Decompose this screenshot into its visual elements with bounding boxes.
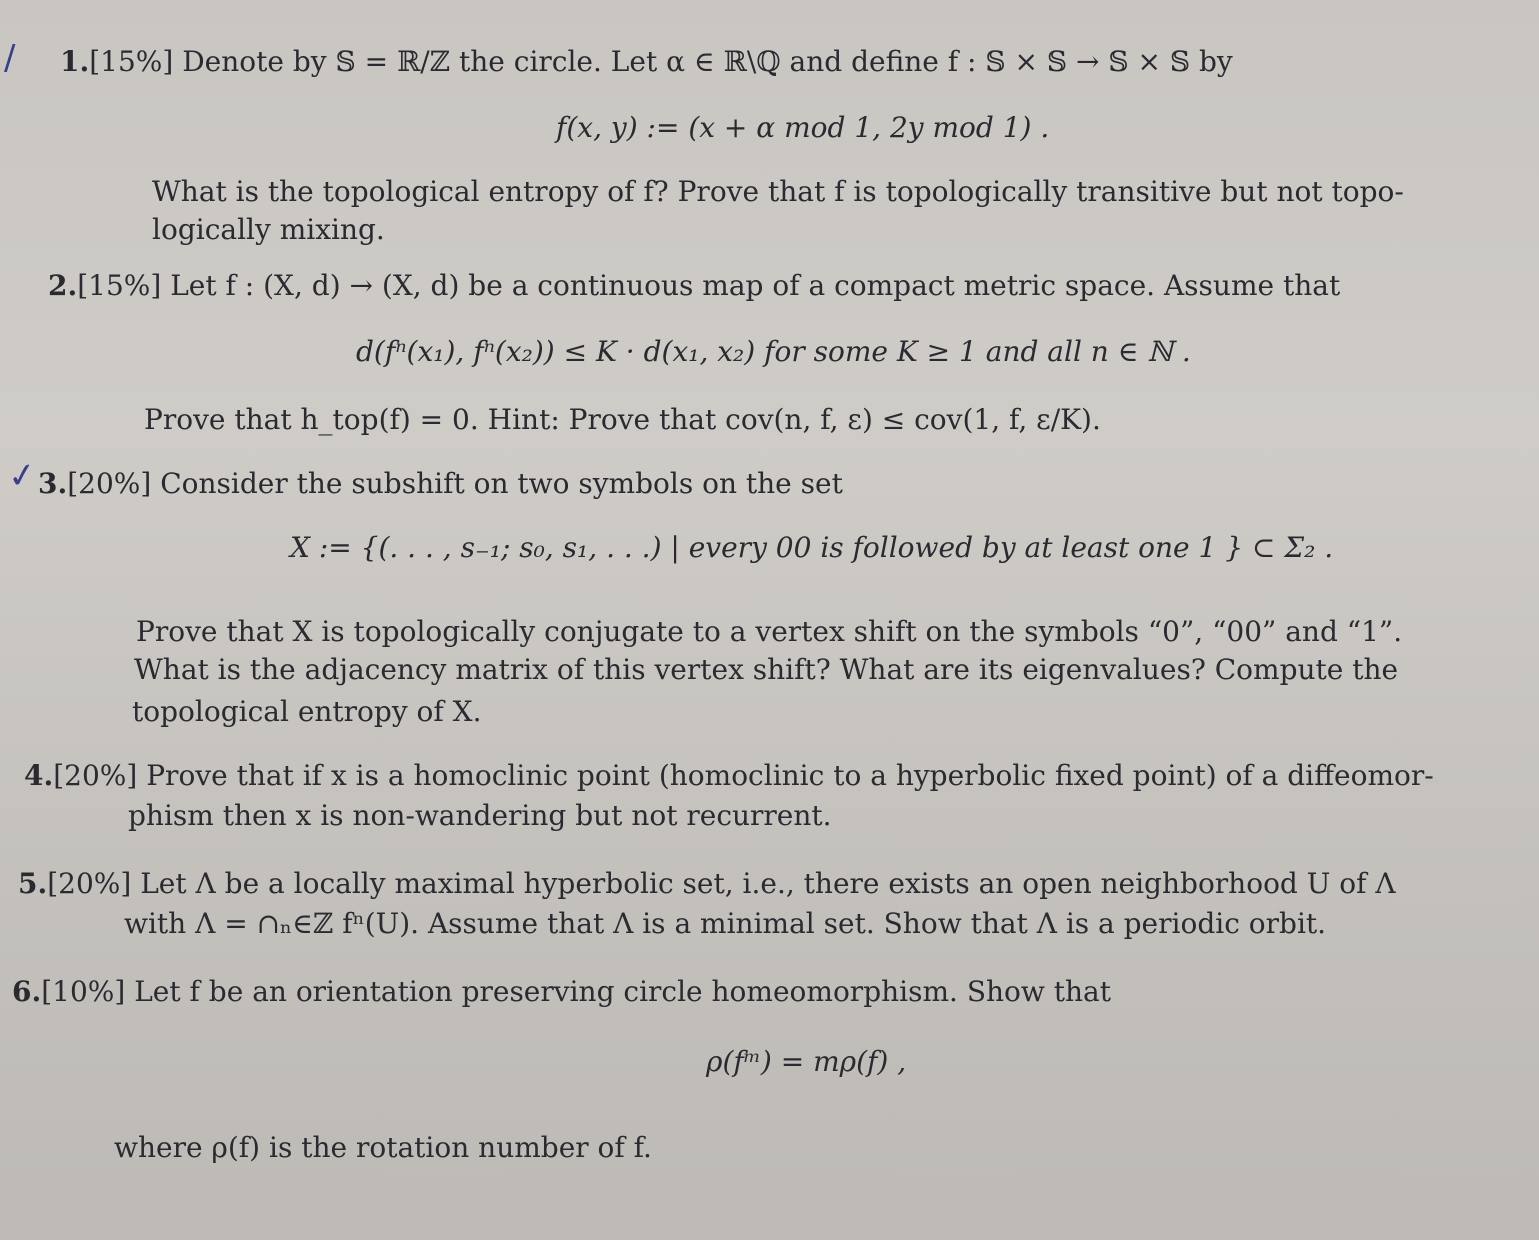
problem-3-statement: [20%] Consider the subshift on two symbols on the set bbox=[67, 467, 843, 500]
problem-2-question: Prove that h_top(f) = 0. Hint: Prove that cov(n, f, ε) ≤ cov(1, f, ε/K). bbox=[144, 403, 1101, 436]
problem-3-question-end: topological entropy of X. bbox=[132, 695, 482, 728]
check-mark-problem-1: / bbox=[4, 38, 16, 78]
problem-4-statement-cont: phism then x is non-wandering but not recurrent. bbox=[128, 799, 832, 832]
problem-1-question: What is the topological entropy of f? Prove that f is topologically transitive but not topo- bbox=[152, 175, 1404, 208]
problem-number: 2. bbox=[48, 269, 78, 302]
problem-number: 4. bbox=[24, 759, 54, 792]
problem-6-statement: [10%] Let f be an orientation preserving circle homeomorphism. Show that bbox=[41, 975, 1111, 1008]
problem-3-formula: X := {(. . . , s₋₁; s₀, s₁, . . .) | every 00 is followed by at least one 1 } ⊂ Σ₂ . bbox=[290, 531, 1334, 564]
problem-5-statement-cont: with Λ = ∩ₙ∈ℤ fⁿ(U). Assume that Λ is a minimal set. Show that Λ is a periodic orbit. bbox=[124, 907, 1327, 940]
problem-number: 3. bbox=[38, 467, 68, 500]
problem-2-formula: d(fⁿ(x₁), fⁿ(x₂)) ≤ K · d(x₁, x₂) for some K ≥ 1 and all n ∈ ℕ . bbox=[356, 335, 1191, 368]
check-mark-problem-3: ✓ bbox=[5, 454, 40, 498]
problem-2-statement: [15%] Let f : (X, d) → (X, d) be a continuous map of a compact metric space. Assume that bbox=[77, 269, 1341, 302]
problem-3-question-cont: What is the adjacency matrix of this vertex shift? What are its eigenvalues? Compute the bbox=[134, 653, 1399, 686]
problem-1-formula: f(x, y) := (x + α mod 1, 2y mod 1) . bbox=[556, 111, 1050, 144]
problem-1-question-cont: logically mixing. bbox=[152, 213, 385, 246]
problem-4-statement: [20%] Prove that if x is a homoclinic point (homoclinic to a hyperbolic fixed point) of a diffeomor- bbox=[53, 759, 1434, 792]
problem-6-formula: ρ(fᵐ) = mρ(f) , bbox=[706, 1045, 907, 1078]
problem-1-statement: [15%] Denote by 𝕊 = ℝ/ℤ the circle. Let α ∈ ℝ\ℚ and define f : 𝕊 × 𝕊 → 𝕊 × 𝕊 by bbox=[89, 45, 1233, 78]
problem-3-question: Prove that X is topologically conjugate to a vertex shift on the symbols “0”, “00” and “1”. bbox=[136, 615, 1403, 648]
problem-number: 1. bbox=[60, 45, 90, 78]
problem-number: 6. bbox=[12, 975, 42, 1008]
problem-6-statement-cont: where ρ(f) is the rotation number of f. bbox=[114, 1131, 652, 1164]
problem-5-statement: [20%] Let Λ be a locally maximal hyperbolic set, i.e., there exists an open neighborhood U of Λ bbox=[47, 867, 1396, 900]
problem-number: 5. bbox=[18, 867, 48, 900]
